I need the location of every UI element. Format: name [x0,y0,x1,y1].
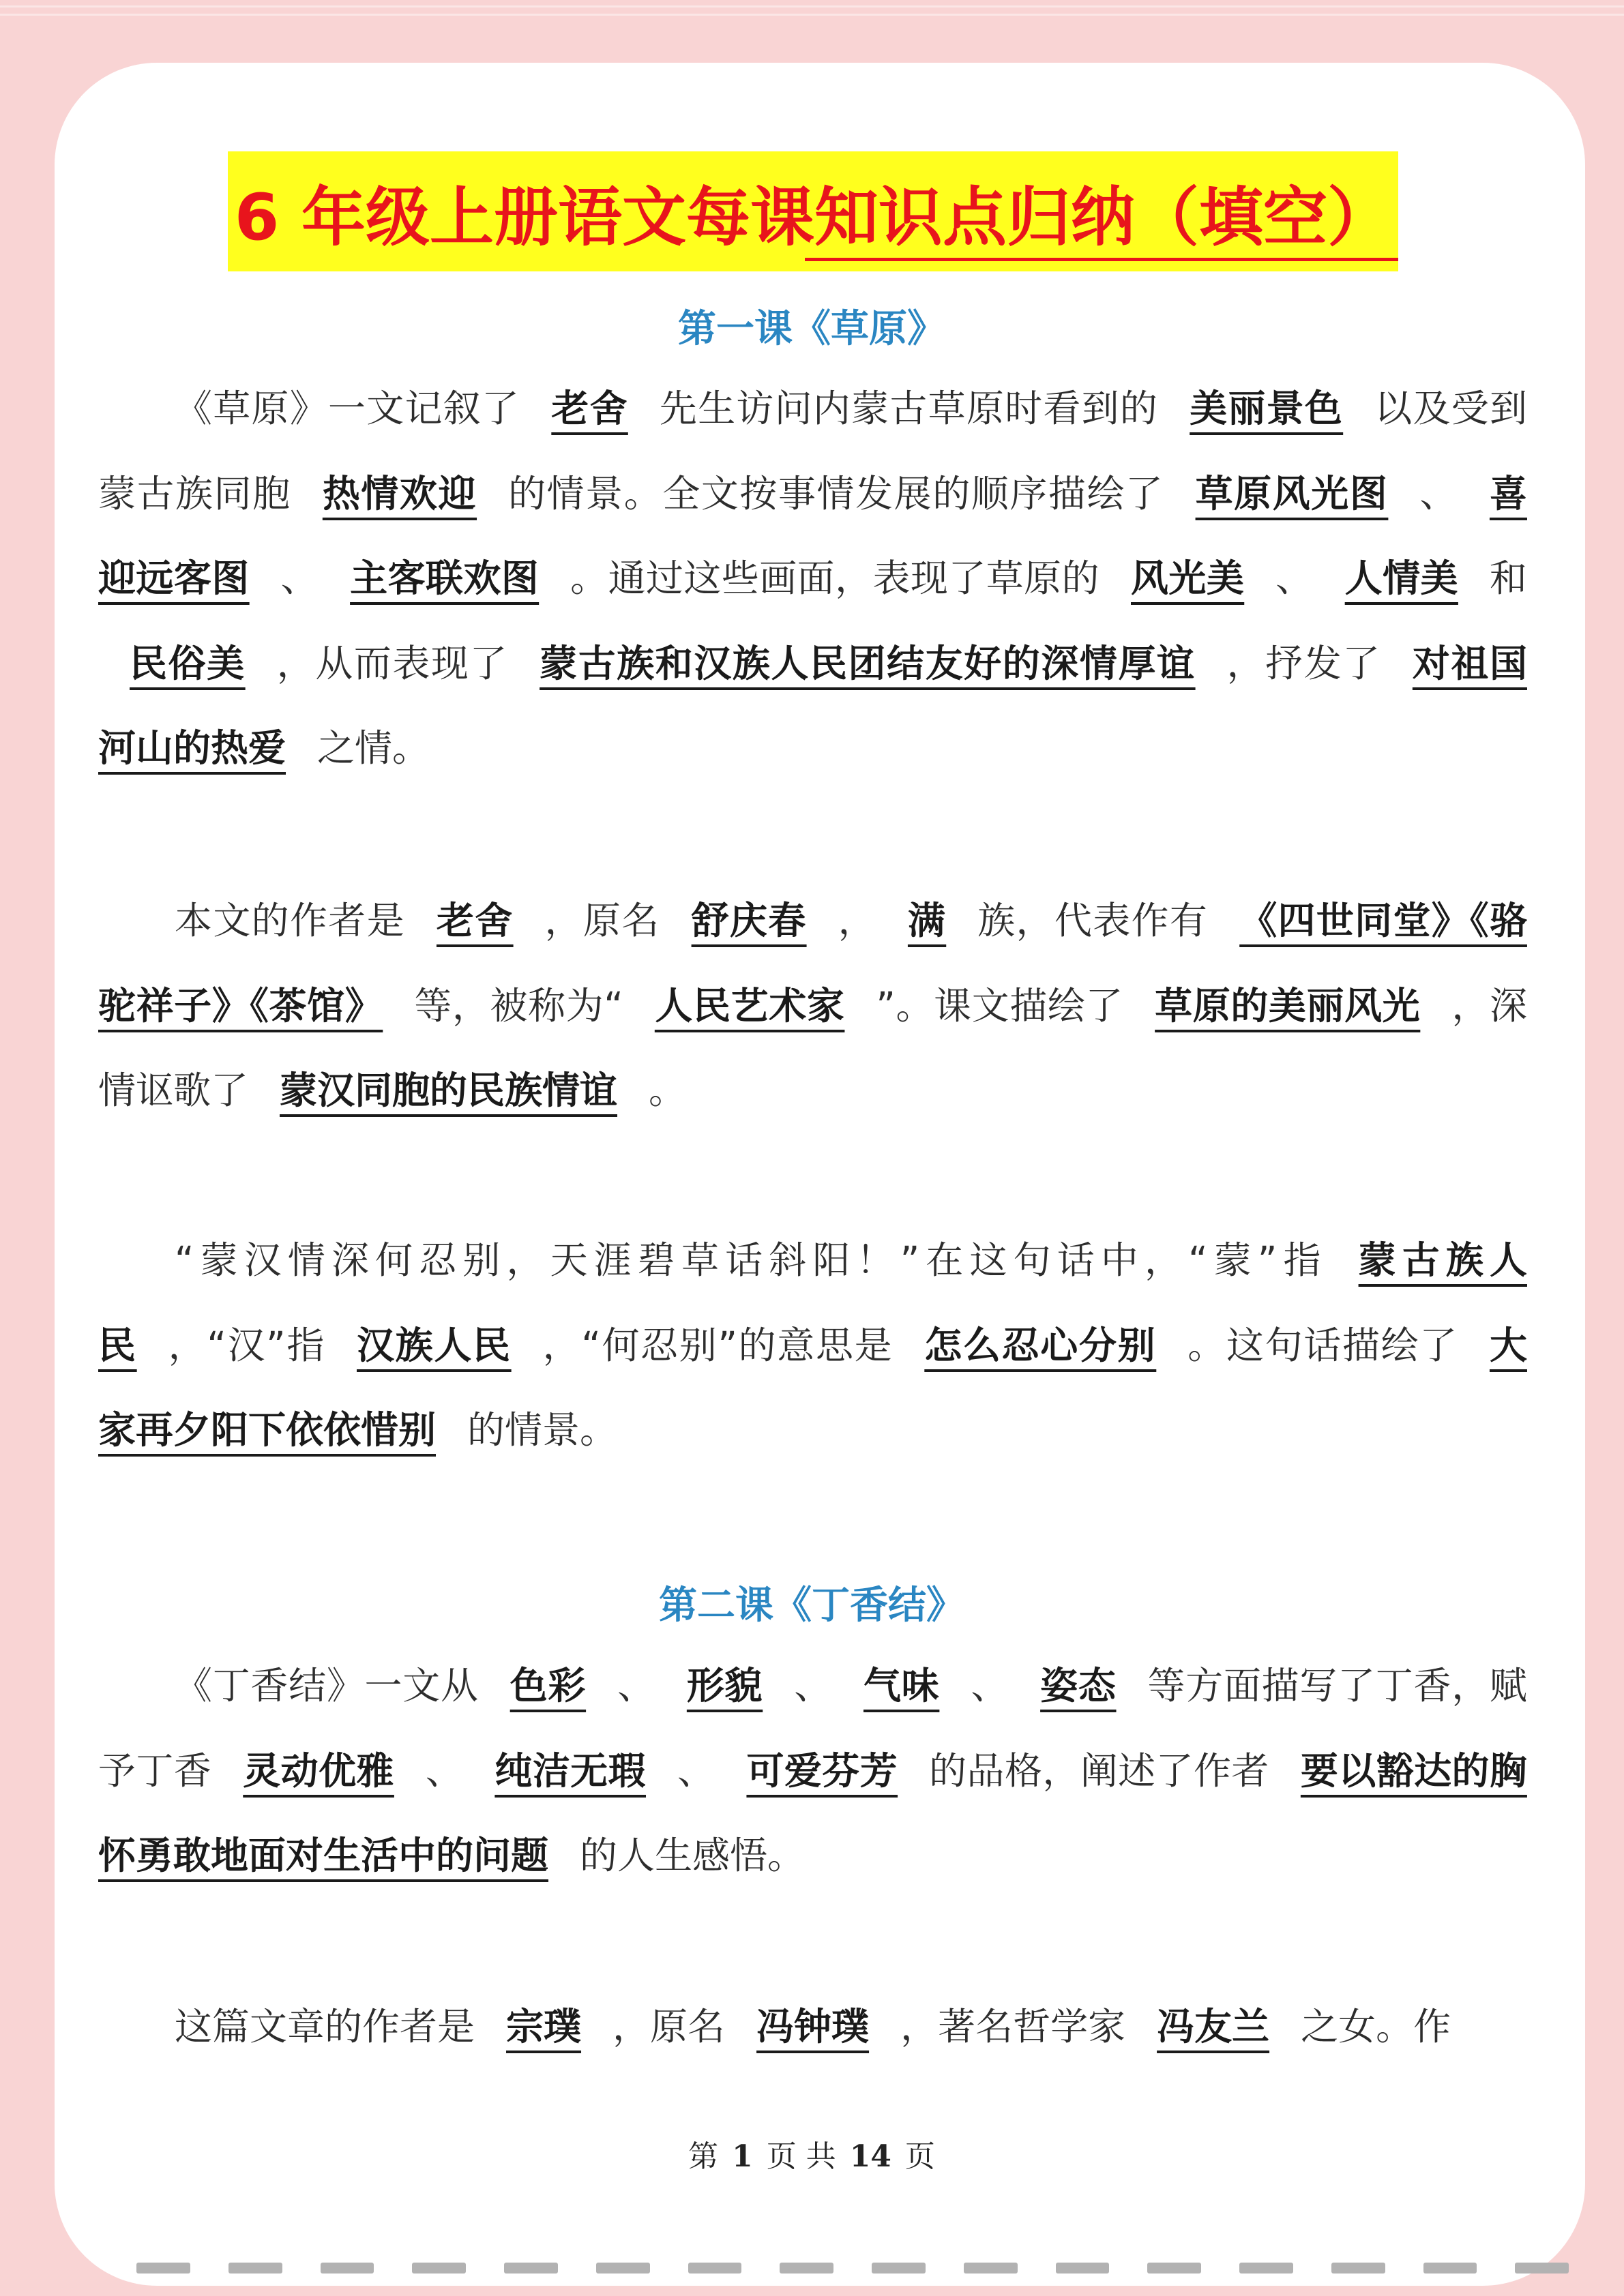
fill-answer: 舒庆春 [691,899,807,942]
paragraph-text: ，著名哲学家 [900,2005,1126,2048]
top-border-line [0,5,1624,8]
paragraph-text: ， [838,899,876,942]
paragraph-text: 以及受到蒙古族同胞 [98,387,1527,516]
fill-answer: 蒙古族人民 [98,1238,1527,1367]
paragraph-text: ，抒发了 [1226,641,1381,685]
lesson1-paragraph-3 [98,1218,1527,1473]
paragraph-text: 。通过这些画面，表现了草原的 [570,556,1099,601]
fill-answer: 草原风光图 [1195,471,1389,516]
fill-answer: 色彩 [510,1664,587,1708]
fill-answer: 怎么忍心分别 [924,1323,1157,1367]
fill-answer: 宗璞 [506,2005,582,2048]
lesson1-paragraph-2 [98,878,1527,1133]
fill-answer: 形貌 [686,1664,763,1708]
page-title: 6 年级上册语文每课知识点归纳（填空） [234,180,1392,255]
paragraph-text: ”。课文描绘了 [876,983,1124,1028]
fill-answer: 蒙汉同胞的民族情谊 [280,1069,618,1113]
paragraph-text: 、 [617,1664,655,1708]
border-dash [688,2263,742,2273]
border-dash [596,2263,650,2273]
border-dash [1056,2263,1110,2273]
fill-answer: 老舍 [436,899,514,942]
paragraph-text: 。 [649,1069,687,1113]
fill-answer: 人民艺术家 [654,983,845,1028]
paragraph-text: ，“何忍别”的意思是 [542,1323,894,1367]
paragraph-text: ，原名 [544,899,660,942]
fill-answer: 可爱芬芳 [746,1748,898,1793]
border-dash [136,2263,190,2273]
lesson2-heading: 第二课《丁香结》 [659,1583,964,1628]
paragraph-text: 。这句话描绘了 [1187,1323,1458,1367]
fill-answer: 满 [907,899,947,942]
fill-answer: 蒙古族和汉族人民团结友好的深情厚谊 [540,641,1196,685]
border-dash [412,2263,466,2273]
fill-answer: 美丽景色 [1190,387,1344,430]
top-border-line [0,14,1624,16]
paragraph-text: 、 [1419,471,1458,516]
paragraph-text: 、 [1275,556,1314,601]
fill-answer: 大家再夕阳下依依惜别 [98,1323,1527,1452]
paragraph-text: 的情景。 [467,1408,618,1452]
paragraph-text: 和 [1489,556,1527,601]
fill-answer: 热情欢迎 [322,471,477,516]
paragraph-text: 《草原》一文记叙了 [175,387,520,430]
paragraph-text: ，深情讴歌了 [98,983,1527,1113]
fill-answer: 对祖国河山的热爱 [98,641,1527,771]
fill-answer: 风光美 [1131,556,1245,601]
fill-answer: 灵动优雅 [243,1748,394,1793]
paragraph-text: 之情。 [317,726,430,771]
paragraph-text: 的人生感悟。 [580,1834,806,1878]
paragraph-text: 、 [794,1664,832,1708]
border-dash [780,2263,833,2273]
paragraph-text: 先生访问内蒙古草原时看到的 [659,387,1159,430]
paragraph-text: 本文的作者是 [175,899,405,942]
paragraph-text: 族，代表作有 [977,899,1209,942]
fill-answer: 姿态 [1040,1664,1117,1708]
fill-answer: 民俗美 [130,641,246,685]
fill-answer: 主客联欢图 [350,556,540,601]
title-underline [805,258,1398,261]
paragraph-text: 的情景。全文按事情发展的顺序描绘了 [508,471,1164,516]
fill-answer: 草原的美丽风光 [1155,983,1421,1028]
lesson1-heading: 第一课《草原》 [678,307,945,351]
border-dash [1515,2263,1569,2273]
border-dash [872,2263,926,2273]
fill-answer: 要以豁达的胸怀勇敢地面对生活中的问题 [98,1748,1527,1878]
page-footer [55,2132,1569,2175]
fill-answer: 气味 [863,1664,940,1708]
paragraph-text: 《丁香结》一文从 [175,1664,479,1708]
border-dash [1147,2263,1201,2273]
border-dash [321,2263,374,2273]
paragraph-text: 等，被称为“ [414,983,623,1028]
fill-answer: 人情美 [1344,556,1458,601]
fill-answer: 纯洁无瑕 [494,1748,647,1793]
lesson2-paragraph-2 [98,1984,1527,2070]
border-dash [1423,2263,1477,2273]
paragraph-text: 等方面描写了丁香，赋予丁香 [98,1664,1527,1793]
lesson1-paragraph-1 [98,366,1527,791]
paragraph-text: ，原名 [612,2005,726,2048]
paragraph-text: 的品格，阐述了作者 [929,1748,1269,1793]
footer-total-pages: 14 [849,2139,891,2174]
paragraph-text: ，“汉”指 [168,1323,325,1367]
fill-answer: 《四世同堂》《骆驼祥子》《茶馆》 [98,899,1527,1028]
fill-answer: 冯友兰 [1157,2005,1270,2048]
fill-answer: 老舍 [551,387,628,430]
paragraph-text: ，从而表现了 [276,641,509,685]
footer-page-number: 1 [732,2139,753,2174]
bottom-dashed-border [136,2263,1569,2276]
fill-answer: 冯钟璞 [756,2005,870,2048]
footer-prefix: 第 [688,2139,719,2174]
lesson2-paragraph-1 [98,1643,1527,1898]
fill-answer: 喜迎远客图 [98,471,1527,601]
paragraph-text: 、 [677,1748,715,1793]
border-dash [1331,2263,1385,2273]
paragraph-text: 、 [425,1748,464,1793]
border-dash [504,2263,558,2273]
border-dash [964,2263,1018,2273]
paragraph-text: “蒙汉情深何忍别，天涯碧草话斜阳！”在这句话中，“蒙”指 [175,1238,1327,1282]
footer-suffix: 页 [904,2139,935,2174]
paragraph-text: 这篇文章的作者是 [175,2005,475,2048]
footer-mid: 页 共 [766,2139,836,2174]
paragraph-text: 、 [280,556,319,601]
fill-answer: 汉族人民 [356,1323,512,1367]
border-dash [1239,2263,1293,2273]
paragraph-text: 、 [971,1664,1009,1708]
paragraph-text: 之女。作 [1301,2005,1451,2048]
border-dash [228,2263,282,2273]
